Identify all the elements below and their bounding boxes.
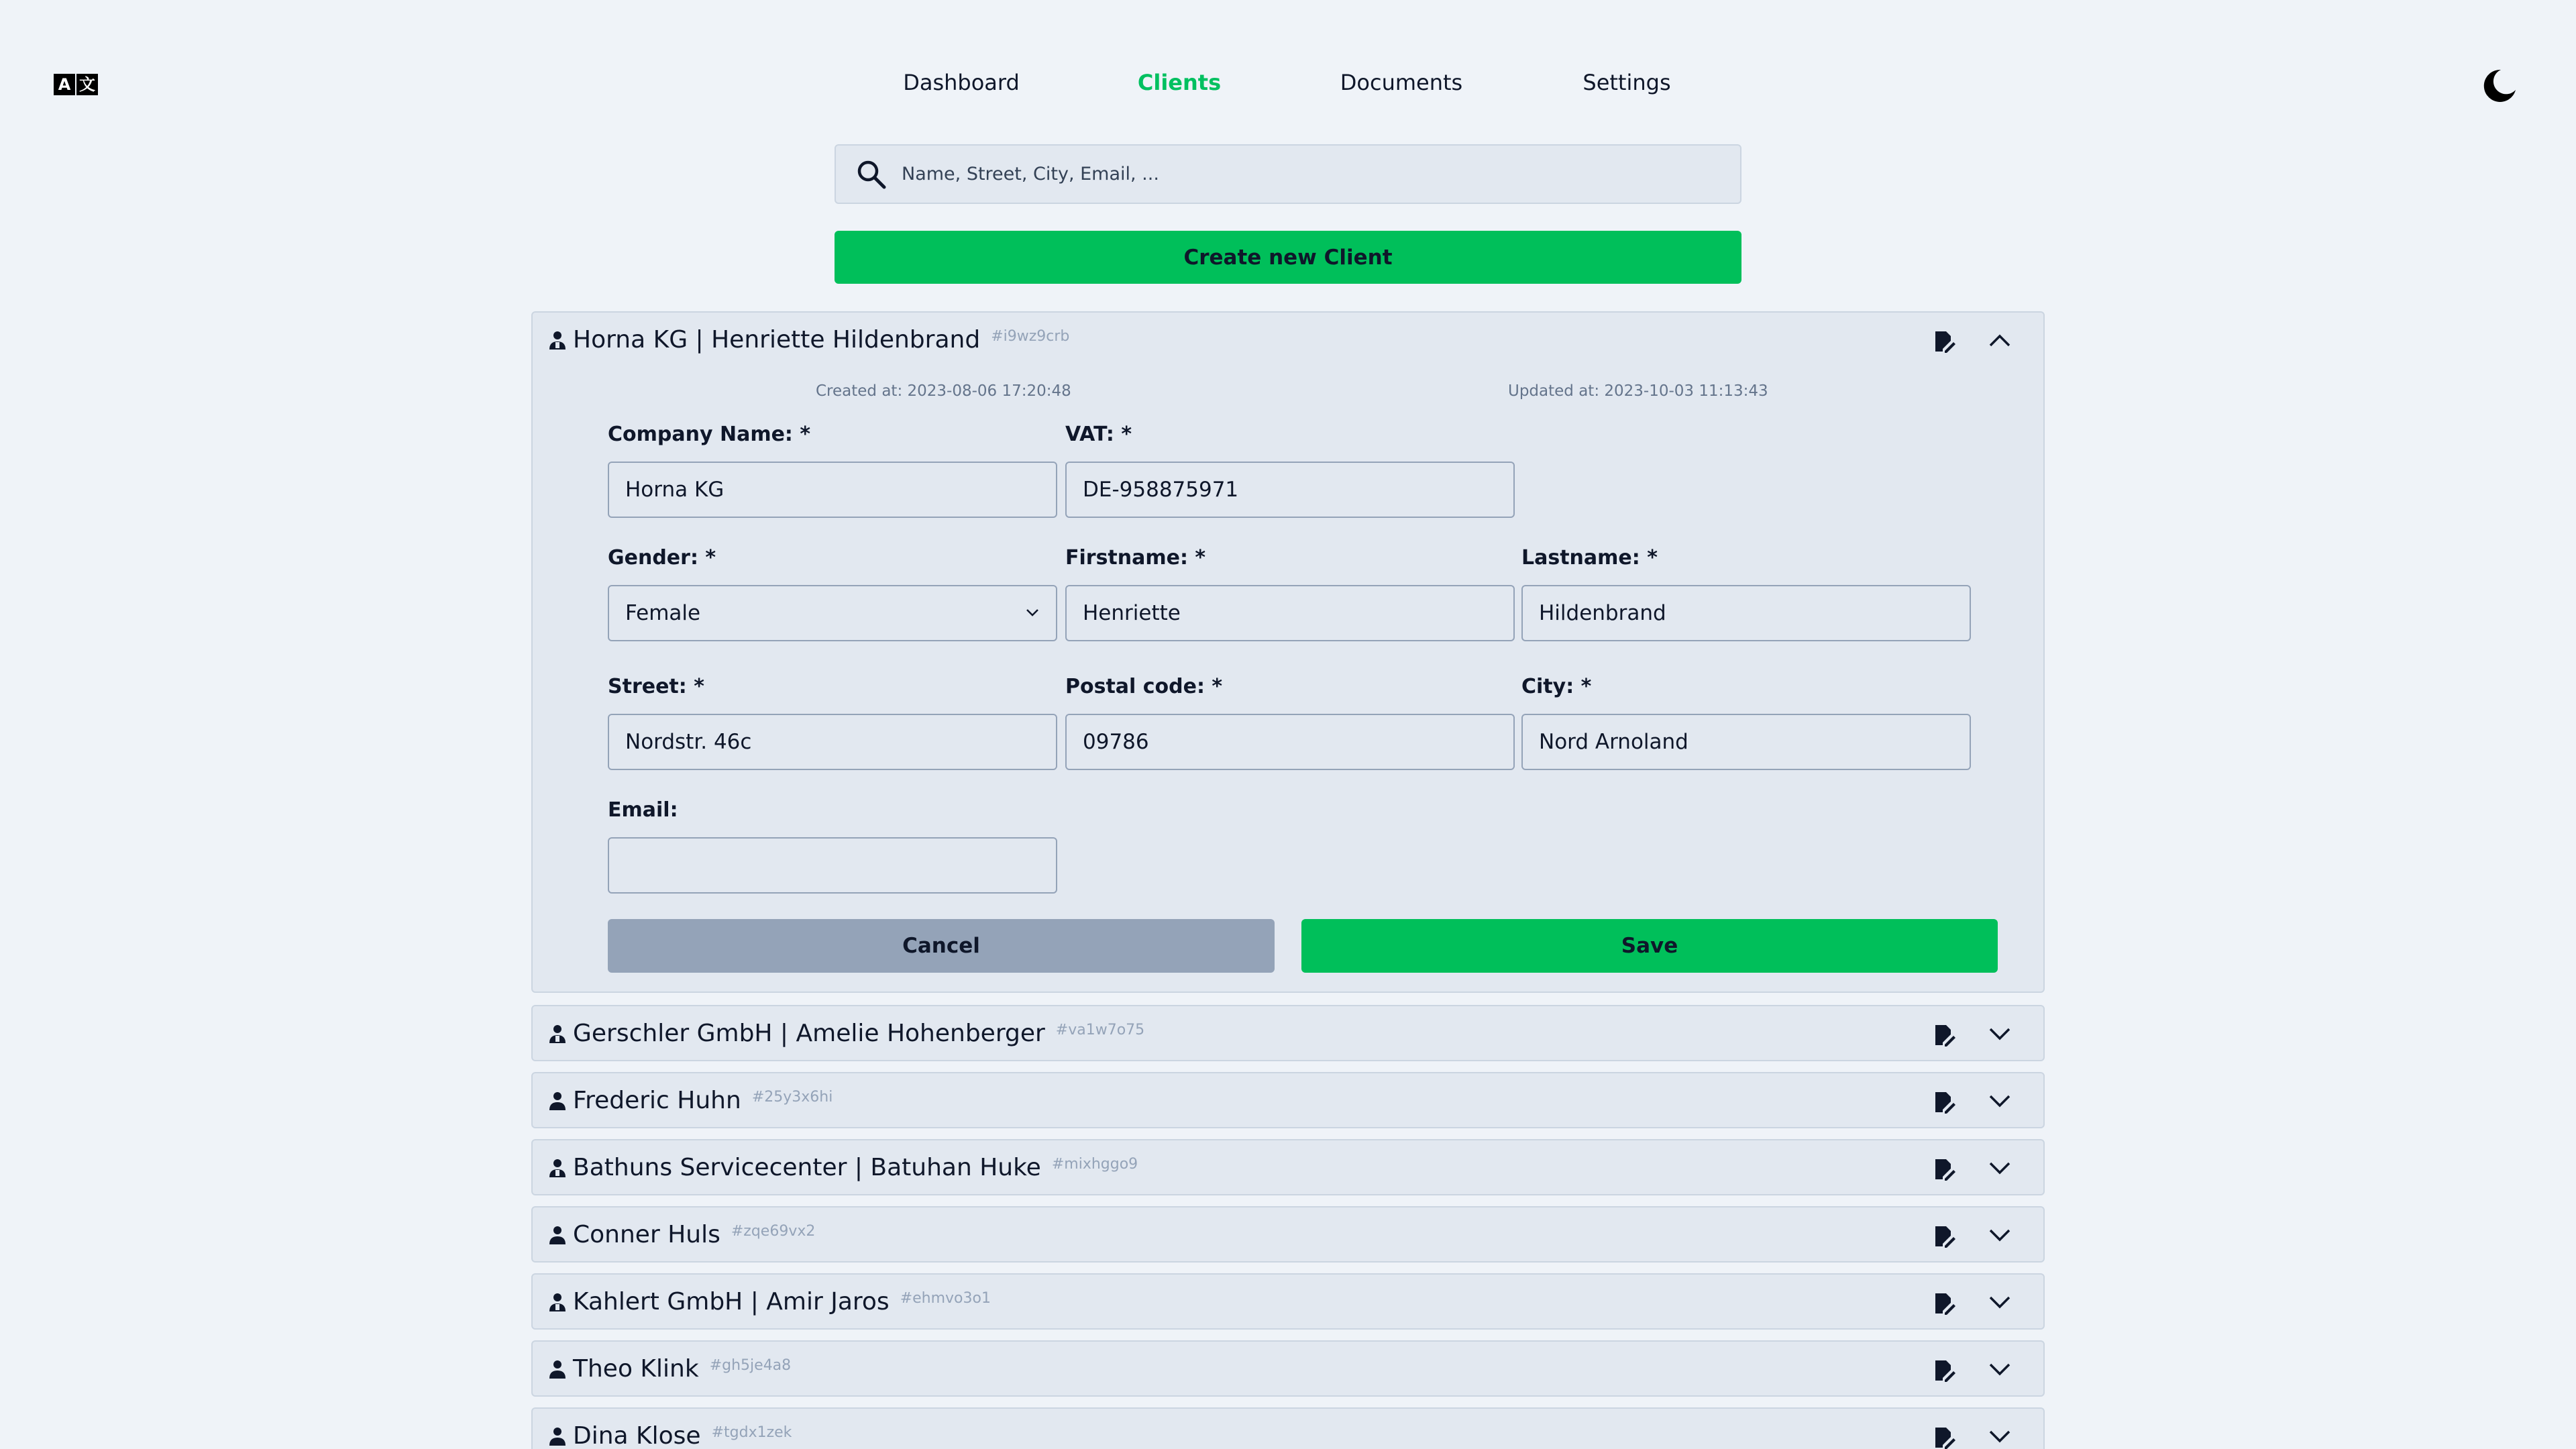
nav-settings[interactable]: Settings (1582, 70, 1671, 95)
lastname-label: Lastname: * (1521, 546, 1658, 570)
chevron-down-icon[interactable] (1988, 1429, 2011, 1444)
edit-document-icon[interactable] (1933, 1359, 1956, 1382)
search-icon (856, 159, 887, 190)
client-id: #zqe69vx2 (731, 1223, 816, 1240)
chevron-down-icon[interactable] (1988, 1228, 2011, 1242)
chevron-up-icon[interactable] (1988, 333, 2011, 347)
client-name: Gerschler GmbH | Amelie Hohenberger (573, 1020, 1045, 1047)
client-card-header[interactable] (533, 1342, 2043, 1395)
client-name: Dina Klose (573, 1422, 701, 1449)
postal-code-input[interactable] (1065, 714, 1515, 770)
moon-icon[interactable] (2481, 67, 2518, 105)
edit-document-icon[interactable] (1933, 1426, 1956, 1449)
cancel-button[interactable]: Cancel (608, 919, 1275, 973)
edit-document-icon[interactable] (1933, 1225, 1956, 1248)
edit-document-icon[interactable] (1933, 1024, 1956, 1046)
client-id: #gh5je4a8 (709, 1357, 792, 1374)
client-title (573, 1422, 792, 1449)
company-name-input[interactable] (608, 462, 1057, 518)
client-id: #i9wz9crb (991, 328, 1070, 345)
city-label: City: * (1521, 675, 1592, 698)
company-person-icon (549, 1158, 566, 1178)
client-title (573, 326, 1069, 354)
search-box[interactable] (835, 144, 1741, 204)
search-input[interactable] (902, 164, 1707, 184)
updated-at: Updated at: 2023-10-03 11:13:43 (1508, 382, 1768, 400)
chevron-down-icon[interactable] (1988, 1026, 2011, 1041)
gender-select[interactable] (608, 585, 1057, 641)
street-input[interactable] (608, 714, 1057, 770)
nav-documents[interactable]: Documents (1340, 70, 1463, 95)
chevron-down-icon[interactable] (1988, 1295, 2011, 1309)
edit-document-icon[interactable] (1933, 1158, 1956, 1181)
client-id: #ehmvo3o1 (900, 1290, 991, 1307)
vat-input[interactable] (1065, 462, 1515, 518)
edit-document-icon[interactable] (1933, 330, 1956, 353)
client-card-1[interactable] (531, 1005, 2045, 1061)
street-label: Street: * (608, 675, 704, 698)
edit-document-icon[interactable] (1933, 1292, 1956, 1315)
gender-label: Gender: * (608, 546, 716, 570)
lastname-input[interactable] (1521, 585, 1971, 641)
client-title (573, 1221, 815, 1248)
client-card-header[interactable] (533, 1073, 2043, 1127)
firstname-input[interactable] (1065, 585, 1515, 641)
client-card-header[interactable] (533, 1409, 2043, 1449)
client-card-4[interactable] (531, 1206, 2045, 1263)
person-icon (549, 1359, 566, 1379)
client-card-header[interactable] (533, 313, 2043, 366)
client-id: #tgdx1zek (711, 1424, 792, 1441)
client-title (573, 1288, 991, 1316)
client-id: #25y3x6hi (751, 1089, 833, 1106)
client-card-header[interactable] (533, 1208, 2043, 1261)
client-name: Bathuns Servicecenter | Batuhan Huke (573, 1154, 1041, 1181)
client-id: #va1w7o75 (1055, 1022, 1145, 1038)
company-person-icon (549, 330, 566, 350)
create-client-button[interactable]: Create new Client (835, 231, 1741, 284)
main-nav (0, 70, 2576, 102)
client-name: Frederic Huhn (573, 1087, 741, 1114)
nav-dashboard[interactable]: Dashboard (903, 70, 1020, 95)
chevron-down-icon[interactable] (1988, 1093, 2011, 1108)
firstname-label: Firstname: * (1065, 546, 1206, 570)
company-person-icon (549, 1024, 566, 1044)
client-title (573, 1087, 833, 1114)
vat-label: VAT: * (1065, 423, 1132, 446)
client-card-2[interactable] (531, 1072, 2045, 1128)
chevron-down-icon[interactable] (1988, 1362, 2011, 1377)
person-icon (549, 1091, 566, 1111)
client-name: Kahlert GmbH | Amir Jaros (573, 1288, 890, 1316)
client-card-header[interactable] (533, 1275, 2043, 1328)
client-title (573, 1355, 791, 1383)
chevron-down-icon[interactable] (1988, 1161, 2011, 1175)
company-label: Company Name: * (608, 423, 811, 446)
person-icon (549, 1426, 566, 1446)
client-title (573, 1020, 1144, 1047)
postal-code-label: Postal code: * (1065, 675, 1223, 698)
nav-clients[interactable]: Clients (1137, 70, 1222, 95)
client-card-header[interactable] (533, 1140, 2043, 1194)
save-button[interactable]: Save (1301, 919, 1998, 973)
gender-value: Female (608, 585, 1057, 641)
client-name: Horna KG | Henriette Hildenbrand (573, 326, 981, 354)
client-name: Theo Klink (573, 1355, 699, 1383)
company-person-icon (549, 1292, 566, 1312)
edit-document-icon[interactable] (1933, 1091, 1956, 1114)
person-icon (549, 1225, 566, 1245)
client-card-6[interactable] (531, 1340, 2045, 1397)
client-card-5[interactable] (531, 1273, 2045, 1330)
client-card-expanded (531, 311, 2045, 993)
translate-icon[interactable]: A 文 (54, 74, 98, 95)
client-name: Conner Huls (573, 1221, 720, 1248)
email-input[interactable] (608, 837, 1057, 894)
created-at: Created at: 2023-08-06 17:20:48 (816, 382, 1071, 400)
client-card-header[interactable] (533, 1006, 2043, 1060)
client-card-7[interactable] (531, 1407, 2045, 1449)
client-card-3[interactable] (531, 1139, 2045, 1195)
email-label: Email: (608, 798, 678, 822)
client-id: #mixhggo9 (1051, 1156, 1138, 1173)
client-title (573, 1154, 1138, 1181)
chevron-down-icon (1025, 608, 1040, 617)
city-input[interactable] (1521, 714, 1971, 770)
